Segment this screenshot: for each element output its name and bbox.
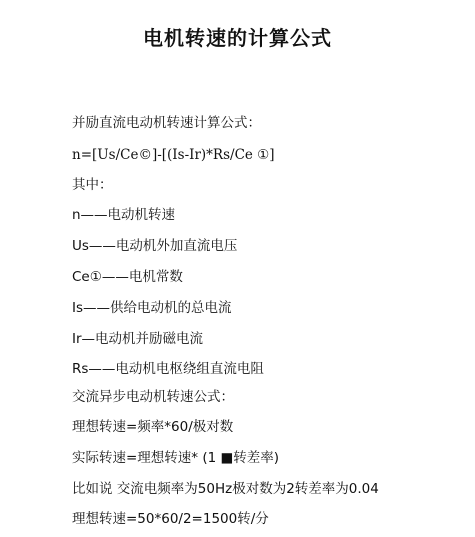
- text-line-def-is: Is——供给电动机的总电流: [72, 300, 232, 316]
- text-line-ac-formula-heading: 交流异步电动机转速公式：: [72, 389, 234, 405]
- text-line-where: 其中：: [72, 177, 113, 193]
- text-line-def-rs: Rs——电动机电枢绕组直流电阻: [72, 361, 264, 377]
- text-line-actual-speed-formula: 实际转速=理想转速* (1 ■转差率): [72, 450, 280, 466]
- text-line-def-ir: Ir—电动机并励磁电流: [72, 331, 204, 347]
- text-line-def-us: Us——电动机外加直流电压: [72, 238, 238, 254]
- text-line-example-result: 理想转速=50*60/2=1500转/分: [72, 511, 269, 527]
- text-line-dc-formula-heading: 并励直流电动机转速计算公式：: [72, 115, 261, 131]
- text-line-dc-formula: n=[Us/Ce©]-[(Is-Ir)*Rs/Ce ①]: [72, 147, 275, 163]
- text-line-def-n: n——电动机转速: [72, 207, 176, 223]
- text-line-def-ce: Ce①——电机常数: [72, 269, 183, 285]
- text-line-example: 比如说 交流电频率为50Hz极对数为2转差率为0.04: [72, 481, 379, 497]
- text-line-ideal-speed-formula: 理想转速=频率*60/极对数: [72, 419, 234, 435]
- document-title: 电机转速的计算公式: [143, 26, 332, 50]
